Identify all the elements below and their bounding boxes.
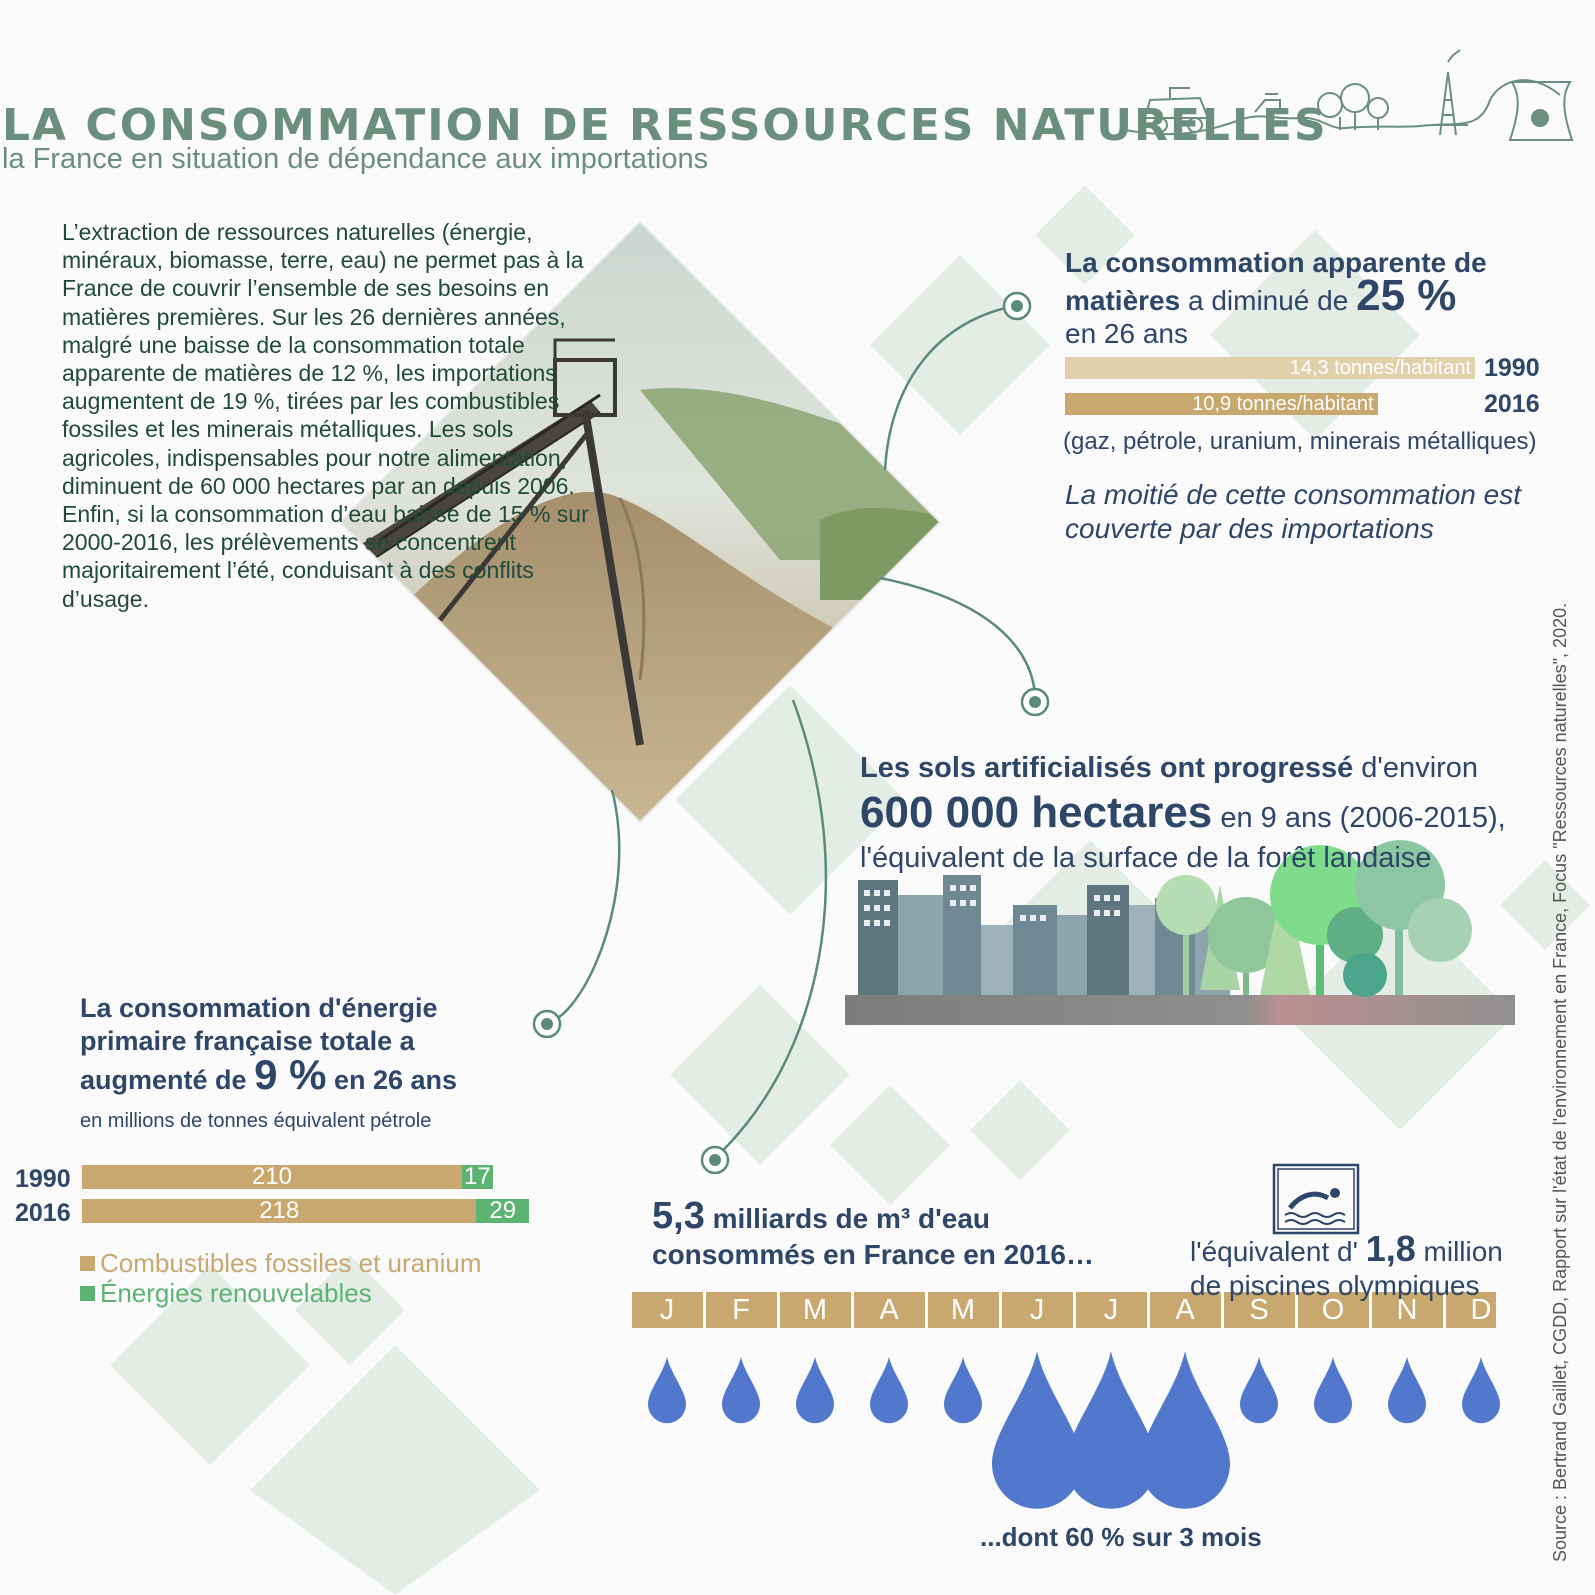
pool-equivalent-a: l'équivalent d' [1190,1236,1358,1267]
energy-fossil-bar-2016 [82,1199,476,1223]
materials-bar-2016-label: 10,9 tonnes/habitant [1192,393,1374,415]
energy-unit: en millions de tonnes équivalent pétrole [80,1110,432,1132]
month-label: D [1470,1294,1492,1326]
materials-big-number: 25 % [1356,271,1457,320]
month-label: M [950,1294,976,1326]
month-label: A [1175,1294,1195,1326]
materials-bar-1990-label: 14,3 tonnes/habitant [1289,357,1471,379]
materials-year-2016: 2016 [1484,390,1540,418]
materials-heading-bold-1: La consommation apparente de [1065,247,1487,278]
water-footer: ...dont 60 % sur 3 mois [980,1522,1262,1552]
water-drops [648,1351,1500,1509]
energy-big-number: 9 % [254,1051,327,1098]
pool-equivalent-big: 1,8 [1365,1228,1416,1269]
soils-text [860,748,1560,878]
water-drop-icon [1462,1357,1500,1424]
energy-renewable-label-2016: 29 [489,1197,517,1224]
soils-big-number: 600 000 hectares [860,788,1213,837]
water-drop-icon [722,1357,760,1424]
energy-renewable-bar-1990 [462,1165,493,1189]
materials-heading-end: en 26 ans [1065,318,1188,349]
energy-heading-line3b: en 26 ans [333,1065,458,1095]
swimming-pool-icon [1274,1165,1358,1233]
pool-equivalent-line2: de piscines olympiques [1190,1270,1480,1301]
water-drop-icon [1314,1357,1352,1424]
water-drop-icon [1140,1351,1230,1509]
month-label: J [1029,1294,1045,1326]
soils-line3: l'équivalent de la surface de la forêt landaise [860,842,1432,874]
legend-renewable [80,1278,372,1309]
materials-heading [1065,246,1535,350]
legend-fossil-label: Combustibles fossiles et uranium [100,1248,482,1278]
water-line2: consommés en France en 2016… [652,1239,1094,1270]
materials-bar-1990 [1065,357,1475,379]
month-label: N [1396,1294,1418,1326]
water-line1: milliards de m³ d'eau [712,1203,991,1234]
energy-heading-line2: primaire française totale a [80,1026,415,1056]
water-drop-icon [1240,1357,1278,1424]
source-credit: Source : Bertrand Gaillet, CGDD, Rapport sur l'état de l'environnement en France, Focus "Ressources naturelles", 2020. [1550,602,1570,1562]
page-title: LA CONSOMMATION DE RESSOURCES NATURELLES [2,100,1328,151]
materials-italic-note: La moitié de cette consommation est couverte par des importations [1065,479,1522,544]
energy-renewable-label-1990: 17 [464,1163,491,1190]
month-label: A [879,1294,899,1326]
materials-year-1990: 1990 [1484,354,1540,382]
page-subtitle: la France en situation de dépendance aux importations [2,143,709,175]
water-big-number: 5,3 [652,1195,705,1237]
month-label: F [732,1294,750,1326]
intro-paragraph: L’extraction de ressources naturelles (énergie, minéraux, biomasse, terre, eau) ne permet pas à la France de couvrir l’ensemble de ses besoins en matières premières. Sur les 26 dernières années, malgré une baisse de la consommation totale apparente de matières de 12 %, les importations augmentent de 19 %, tirées par les combustibles fossiles et les minerais métalliques. Les sols agricoles, indispensables pour notre alimentation, diminuent de 60 000 hectares par an depuis 2006. Enfin, si la consommation d’eau baisse de 15 % sur 2000-2016, les prélèvements se concentrent majoritairement l’été, conduisant à des conflits d’usage. [62,219,589,612]
energy-fossil-label-2016: 218 [259,1197,300,1224]
month-label: S [1249,1294,1269,1326]
energy-year-2016: 2016 [15,1199,71,1227]
energy-fossil-label-1990: 210 [251,1163,293,1190]
water-drop-icon [870,1357,908,1424]
soils-line1-bold: Les sols artificialisés ont progressé [860,752,1354,784]
water-drop-icon [992,1351,1082,1509]
energy-heading-line3a: augmenté de [80,1065,247,1095]
materials-heading-rest: a diminué de [1187,285,1349,316]
energy-fossil-bar-1990 [82,1165,462,1189]
water-drop-icon [1066,1351,1156,1509]
energy-heading [80,992,457,1097]
pool-equivalent-b: million [1423,1236,1503,1267]
legend-fossil [80,1248,482,1279]
water-drop-icon [648,1357,686,1424]
water-heading [652,1195,1094,1273]
legend-fossil-swatch [80,1256,95,1271]
energy-heading-line1: La consommation d'énergie [80,993,438,1023]
month-label: J [659,1294,675,1326]
legend-renewable-swatch [80,1286,95,1301]
month-label: J [1103,1294,1119,1326]
materials-heading-bold-2: matières [1065,285,1181,316]
water-drop-icon [796,1357,834,1424]
month-label: M [802,1294,828,1326]
soils-line2-rest: en 9 ans (2006-2015), [1220,802,1506,834]
energy-renewable-bar-2016 [476,1199,528,1223]
energy-year-1990: 1990 [15,1165,71,1193]
water-drop-icon [1388,1357,1426,1424]
materials-note: (gaz, pétrole, uranium, minerais métalliques) [1063,428,1537,455]
month-label: O [1321,1294,1345,1326]
legend-renewable-label: Énergies renouvelables [100,1278,372,1308]
materials-bar-2016 [1065,393,1378,415]
soils-line1-rest: d'environ [1361,752,1479,784]
water-drop-icon [944,1357,982,1424]
